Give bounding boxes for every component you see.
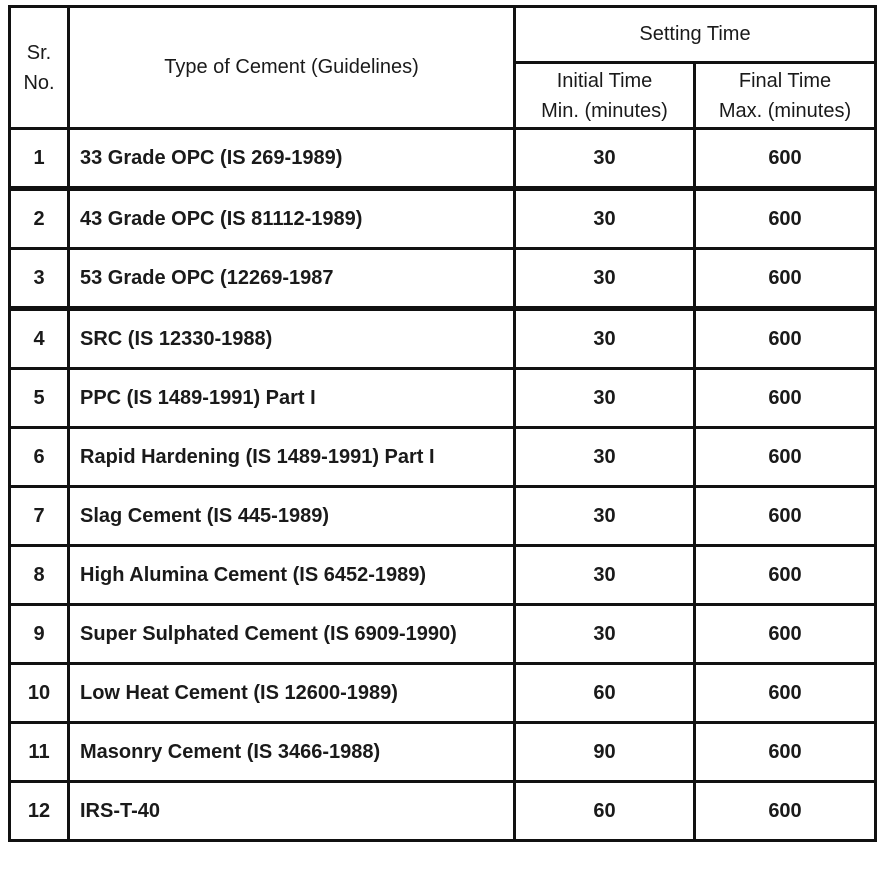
table-row <box>10 189 876 249</box>
sr-no-cell: 8 <box>10 546 69 605</box>
final-time-header-line1: Final Time <box>738 69 832 92</box>
sr-no-cell: 4 <box>10 309 69 369</box>
sr-no-cell: 3 <box>10 249 69 309</box>
table-row <box>10 487 876 546</box>
table-row <box>10 309 876 369</box>
table-row <box>10 605 876 664</box>
table-row <box>10 723 876 782</box>
final-time-cell: 600 <box>695 546 876 605</box>
initial-time-cell: 30 <box>515 309 695 369</box>
cement-type-cell: IRS-T-40 <box>69 782 515 841</box>
sr-no-cell: 5 <box>10 369 69 428</box>
final-time-header <box>695 63 876 129</box>
table-row <box>10 129 876 189</box>
cement-type-cell: Low Heat Cement (IS 12600-1989) <box>69 664 515 723</box>
cement-type-cell: PPC (IS 1489-1991) Part I <box>69 369 515 428</box>
sr-no-cell: 2 <box>10 189 69 249</box>
final-time-cell: 600 <box>695 664 876 723</box>
sr-no-cell: 1 <box>10 129 69 189</box>
initial-time-header-line1: Initial Time <box>556 69 653 92</box>
final-time-cell: 600 <box>695 309 876 369</box>
final-time-header-line2: Max. (minutes) <box>718 99 852 122</box>
cement-type-cell: Super Sulphated Cement (IS 6909-1990) <box>69 605 515 664</box>
cement-type-cell: Masonry Cement (IS 3466-1988) <box>69 723 515 782</box>
sr-no-header-label: Sr. No. <box>23 41 55 94</box>
initial-time-cell: 60 <box>515 664 695 723</box>
final-time-cell: 600 <box>695 189 876 249</box>
table-body <box>10 129 876 841</box>
initial-time-cell: 30 <box>515 487 695 546</box>
cement-type-cell: 53 Grade OPC (12269-1987 <box>69 249 515 309</box>
cement-type-cell: Slag Cement (IS 445-1989) <box>69 487 515 546</box>
initial-time-cell: 30 <box>515 129 695 189</box>
table-row <box>10 546 876 605</box>
table-row <box>10 249 876 309</box>
final-time-cell: 600 <box>695 369 876 428</box>
initial-time-cell: 90 <box>515 723 695 782</box>
sr-no-header <box>10 7 69 129</box>
table-row <box>10 428 876 487</box>
cement-type-cell: High Alumina Cement (IS 6452-1989) <box>69 546 515 605</box>
cement-type-cell: 33 Grade OPC (IS 269-1989) <box>69 129 515 189</box>
cement-type-cell: 43 Grade OPC (IS 81112-1989) <box>69 189 515 249</box>
initial-time-cell: 30 <box>515 249 695 309</box>
initial-time-cell: 30 <box>515 189 695 249</box>
final-time-cell: 600 <box>695 129 876 189</box>
sr-no-cell: 6 <box>10 428 69 487</box>
type-header <box>69 7 515 129</box>
final-time-cell: 600 <box>695 782 876 841</box>
cement-type-cell: SRC (IS 12330-1988) <box>69 309 515 369</box>
sr-no-cell: 11 <box>10 723 69 782</box>
initial-time-header-line2: Min. (minutes) <box>541 99 668 122</box>
setting-time-table <box>8 5 877 842</box>
cement-type-cell: Rapid Hardening (IS 1489-1991) Part I <box>69 428 515 487</box>
initial-time-cell: 30 <box>515 605 695 664</box>
sr-no-cell: 12 <box>10 782 69 841</box>
type-header-label: Type of Cement (Guidelines) <box>164 56 419 78</box>
setting-time-header <box>515 7 876 63</box>
final-time-cell: 600 <box>695 723 876 782</box>
final-time-cell: 600 <box>695 428 876 487</box>
table-row <box>10 369 876 428</box>
table-row <box>10 664 876 723</box>
final-time-cell: 600 <box>695 487 876 546</box>
initial-time-cell: 30 <box>515 428 695 487</box>
initial-time-cell: 30 <box>515 369 695 428</box>
sr-no-cell: 7 <box>10 487 69 546</box>
setting-time-header-label: Setting Time <box>639 23 751 45</box>
initial-time-header <box>515 63 695 129</box>
final-time-cell: 600 <box>695 605 876 664</box>
initial-time-cell: 30 <box>515 546 695 605</box>
table-row <box>10 782 876 841</box>
sr-no-cell: 9 <box>10 605 69 664</box>
table-header <box>10 7 876 129</box>
final-time-cell: 600 <box>695 249 876 309</box>
initial-time-cell: 60 <box>515 782 695 841</box>
sr-no-cell: 10 <box>10 664 69 723</box>
